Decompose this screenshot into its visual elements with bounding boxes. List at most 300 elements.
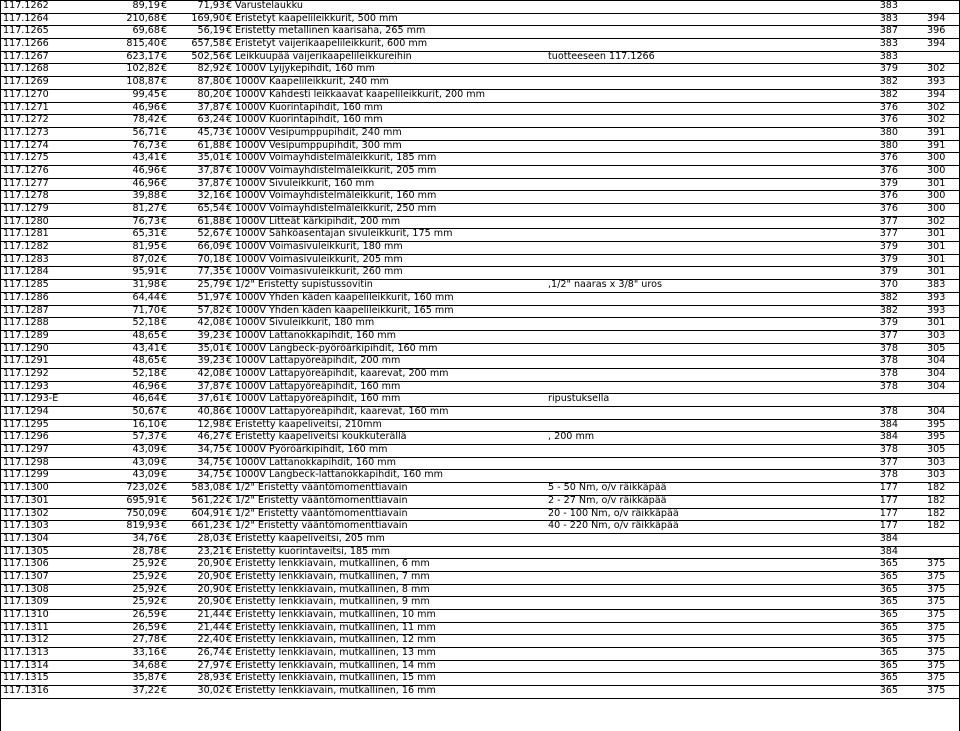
page-ref-2: 301 [927,177,946,189]
price-net: 28,03 [197,532,225,544]
currency-symbol: € [226,342,233,354]
price-list: 52,18 [132,367,160,379]
product-extra-info: ripustuksella [548,393,610,405]
currency-symbol: € [161,241,168,253]
price-net: 71,93 [197,0,225,11]
currency-symbol: € [161,317,168,329]
table-row [0,647,960,660]
table-row [0,660,960,673]
page-ref-2: 182 [927,507,946,519]
price-net: 21,44 [197,621,225,633]
table-row [0,216,960,229]
currency-symbol: € [161,0,168,11]
currency-symbol: € [226,88,233,100]
currency-symbol: € [226,685,233,697]
currency-symbol: € [161,507,168,519]
page-ref-1: 376 [879,190,898,202]
table-row [0,558,960,571]
product-code: 117.1305 [3,545,49,557]
page-ref-2: 383 [927,279,946,291]
page-ref-1: 387 [879,25,898,37]
product-description: 1000V Sivuleikkurit, 160 mm [235,177,375,189]
currency-symbol: € [161,532,168,544]
price-list: 39,88 [132,190,160,202]
price-net: 502,56 [191,50,225,62]
price-list: 46,64 [132,393,160,405]
page-ref-1: 365 [879,685,898,697]
currency-symbol: € [226,647,233,659]
currency-symbol: € [161,266,168,278]
price-net: 604,91 [191,507,225,519]
price-list: 57,37 [132,431,160,443]
currency-symbol: € [226,393,233,405]
price-list: 95,91 [132,266,160,278]
price-net: 37,61 [197,393,225,405]
page-ref-2: 394 [927,12,946,24]
product-description: Eristetyt kaapelileikkurit, 500 mm [235,12,398,24]
product-code: 117.1309 [3,596,49,608]
page-ref-1 [871,393,898,406]
price-net: 61,88 [197,215,225,227]
product-code: 117.1265 [3,25,49,37]
price-net: 37,87 [197,177,225,189]
price-net: 82,92 [197,63,225,75]
page-ref-1: 384 [879,532,898,544]
product-description: 1000V Pyöröärkipihdit, 160 mm [235,444,388,456]
product-code: 117.1289 [3,329,49,341]
price-list: 99,45 [132,88,160,100]
page-ref-2: 300 [927,164,946,176]
currency-symbol: € [161,329,168,341]
price-list: 81,27 [132,203,160,214]
product-code: 117.1272 [3,114,49,126]
price-list: 43,09 [132,444,160,456]
product-code: 117.1316 [3,685,49,697]
price-net: 37,87 [197,164,225,176]
table-row [0,482,960,495]
currency-symbol: € [161,291,168,303]
table-row [0,520,960,533]
currency-symbol: € [161,469,168,481]
currency-symbol: € [226,583,233,595]
product-code: 117.1268 [3,63,49,75]
page-ref-1: 384 [879,431,898,443]
price-list: 46,96 [132,380,160,392]
table-row [0,393,960,406]
page-ref-2: 375 [927,596,946,608]
page-ref-1: 382 [879,291,898,303]
product-description: 1/2" Eristetty vääntömomenttiavain [235,494,408,506]
currency-symbol: € [161,482,168,494]
price-list: 28,78 [132,545,160,557]
page-ref-2: 303 [927,469,946,481]
product-code: 117.1308 [3,583,49,595]
price-net: 12,98 [197,418,225,430]
product-code: 117.1274 [3,139,49,151]
product-code: 117.1281 [3,228,49,240]
page-ref-2: 375 [927,659,946,671]
currency-symbol: € [226,380,233,392]
product-description: Varustelaukku [235,0,303,11]
table-row [0,495,960,508]
page-ref-1: 377 [879,215,898,227]
currency-symbol: € [226,609,233,620]
page-ref-1: 365 [879,596,898,608]
table-row [0,584,960,597]
price-list: 43,41 [132,152,160,164]
currency-symbol: € [161,659,168,671]
product-code: 117.1283 [3,253,49,265]
page-ref-2: 300 [927,190,946,202]
page-ref-1: 177 [879,520,898,532]
currency-symbol: € [226,215,233,227]
product-description: Eristetyt vaijerikaapelileikkurit, 600 mm [235,38,428,50]
table-row [0,0,960,13]
currency-symbol: € [161,558,168,570]
price-net: 51,97 [197,291,225,303]
currency-symbol: € [226,406,233,417]
currency-symbol: € [161,139,168,151]
page-ref-2: 395 [927,431,946,443]
product-description: 1/2" Eristetty vääntömomenttiavain [235,507,408,519]
page-ref-1: 365 [879,570,898,582]
product-description: 1000V Lattapyöreäpihdit, 200 mm [235,355,401,367]
currency-symbol: € [161,596,168,608]
table-row [0,419,960,432]
currency-symbol: € [226,444,233,456]
currency-symbol: € [161,380,168,392]
table-row [0,685,960,699]
price-net: 27,97 [197,659,225,671]
page-ref-2: 395 [927,418,946,430]
currency-symbol: € [161,418,168,430]
product-description: Eristetty lenkkiavain, mutkallinen, 13 mm [235,647,436,659]
currency-symbol: € [226,672,233,684]
page-ref-2: 391 [927,126,946,138]
currency-symbol: € [226,177,233,189]
page-ref-1: 365 [879,621,898,633]
currency-symbol: € [226,63,233,75]
page-ref-2 [927,533,945,546]
currency-symbol: € [226,329,233,341]
page-ref-2: 303 [927,329,946,341]
currency-symbol: € [161,76,168,88]
page-ref-1: 378 [879,406,898,417]
price-list: 34,76 [132,532,160,544]
table-row [0,76,960,89]
price-list: 48,65 [132,355,160,367]
price-list: 46,96 [132,177,160,189]
product-description: 1000V Sähköasentajan sivuleikkurit, 175 mm [235,228,453,240]
currency-symbol: € [161,152,168,164]
currency-symbol: € [226,190,233,202]
price-list: 723,02 [126,482,160,494]
table-row [0,343,960,356]
currency-symbol: € [226,266,233,278]
price-list: 26,59 [132,621,160,633]
currency-symbol: € [161,444,168,456]
currency-symbol: € [226,241,233,253]
product-code: 117.1288 [3,317,49,329]
page-ref-1: 382 [879,88,898,100]
page-ref-1: 376 [879,203,898,214]
currency-symbol: € [226,291,233,303]
product-code: 117.1287 [3,304,49,316]
product-extra-info: 2 - 27 Nm, o/v räikkäpää [548,494,667,506]
page-ref-1: 383 [879,50,898,62]
currency-symbol: € [161,583,168,595]
currency-symbol: € [161,456,168,468]
page-ref-1: 376 [879,164,898,176]
page-ref-2: 375 [927,621,946,633]
currency-symbol: € [226,317,233,329]
price-list: 43,09 [132,469,160,481]
page-ref-2: 375 [927,570,946,582]
table-row [0,469,960,482]
page-ref-2: 301 [927,253,946,265]
page-ref-2: 375 [927,634,946,646]
currency-symbol: € [226,126,233,138]
page-ref-1: 365 [879,558,898,570]
currency-symbol: € [226,76,233,88]
price-net: 20,90 [197,558,225,570]
table-row [0,190,960,203]
price-list: 43,09 [132,456,160,468]
page-ref-1: 383 [879,38,898,50]
table-row [0,622,960,635]
product-description: 1000V Kaapelileikkurit, 240 mm [235,76,389,88]
page-ref-1: 379 [879,266,898,278]
currency-symbol: € [226,367,233,379]
price-list: 25,92 [132,570,160,582]
page-ref-2: 393 [927,76,946,88]
page-ref-2: 375 [927,583,946,595]
price-net: 32,16 [197,190,225,202]
price-net: 39,23 [197,355,225,367]
page-ref-2 [927,546,945,559]
product-description: Eristetty lenkkiavain, mutkallinen, 8 mm [235,583,430,595]
page-ref-1: 378 [879,355,898,367]
page-ref-1: 370 [879,279,898,291]
table-row [0,672,960,685]
price-list: 50,67 [132,406,160,417]
price-list: 623,17 [126,50,160,62]
price-net: 561,22 [191,494,225,506]
page-ref-2: 302 [927,63,946,75]
price-list: 37,22 [132,685,160,697]
price-list: 819,93 [126,520,160,532]
product-code: 117.1310 [3,609,49,620]
page-ref-1: 378 [879,444,898,456]
table-row [0,634,960,647]
currency-symbol: € [161,393,168,405]
price-list: 78,42 [132,114,160,126]
currency-symbol: € [161,672,168,684]
table-row [0,457,960,470]
page-ref-1: 365 [879,609,898,620]
page-ref-2: 394 [927,38,946,50]
page-ref-1: 377 [879,228,898,240]
page-ref-2: 375 [927,558,946,570]
product-description: 1000V Yhden käden kaapelileikkurit, 165 mm [235,304,454,316]
product-code: 117.1311 [3,621,49,633]
product-extra-info: 5 - 50 Nm, o/v räikkäpää [548,482,667,494]
currency-symbol: € [226,659,233,671]
table-row [0,140,960,153]
table-row [0,241,960,254]
currency-symbol: € [226,545,233,557]
table-row [0,102,960,115]
product-description: 1000V Voimayhdistelmäleikkurit, 205 mm [235,164,437,176]
currency-symbol: € [226,355,233,367]
price-net: 657,58 [191,38,225,50]
page-ref-2: 182 [927,494,946,506]
price-net: 42,08 [197,317,225,329]
product-code: 117.1293-E [3,393,59,405]
table-row [0,317,960,330]
table-row [0,165,960,178]
page-ref-2: 396 [927,25,946,37]
currency-symbol: € [161,63,168,75]
product-code: 117.1292 [3,367,49,379]
currency-symbol: € [161,177,168,189]
currency-symbol: € [226,596,233,608]
currency-symbol: € [226,482,233,494]
page-ref-2: 375 [927,647,946,659]
price-net: 56,19 [197,25,225,37]
page-ref-2: 375 [927,685,946,697]
product-description: 1/2" Eristetty supistussovitin [235,279,373,291]
product-code: 117.1276 [3,164,49,176]
page-ref-1: 376 [879,101,898,113]
price-list: 31,98 [132,279,160,291]
price-list: 26,59 [132,609,160,620]
page-ref-2: 301 [927,241,946,253]
price-list: 33,16 [132,647,160,659]
product-code: 117.1297 [3,444,49,456]
currency-symbol: € [161,50,168,62]
product-code: 117.1280 [3,215,49,227]
page-ref-2: 182 [927,520,946,532]
price-net: 20,90 [197,583,225,595]
page-ref-1: 365 [879,647,898,659]
price-net: 61,88 [197,139,225,151]
price-list: 71,70 [132,304,160,316]
currency-symbol: € [226,253,233,265]
currency-symbol: € [226,279,233,291]
page-ref-2: 305 [927,342,946,354]
price-list: 695,91 [126,494,160,506]
price-net: 46,27 [197,431,225,443]
product-description: Eristetty lenkkiavain, mutkallinen, 12 mm [235,634,436,646]
currency-symbol: € [161,367,168,379]
product-code: 117.1294 [3,406,49,417]
currency-symbol: € [226,304,233,316]
product-code: 117.1279 [3,203,49,214]
product-description: 1000V Sivuleikkurit, 180 mm [235,317,375,329]
table-row [0,368,960,381]
product-description: Eristetty lenkkiavain, mutkallinen, 11 mm [235,621,436,633]
product-code: 117.1286 [3,291,49,303]
page-ref-2: 394 [927,88,946,100]
product-code: 117.1313 [3,647,49,659]
product-description: 1000V Lattapyöreäpihdit, 160 mm [235,380,401,392]
currency-symbol: € [161,215,168,227]
table-row [0,533,960,546]
table-row [0,355,960,368]
price-list: 48,65 [132,329,160,341]
product-description: 1000V Lattapyöreäpihdit, 160 mm [235,393,401,405]
price-net: 37,87 [197,101,225,113]
price-list: 815,40 [126,38,160,50]
page-ref-2: 393 [927,291,946,303]
price-list: 87,02 [132,253,160,265]
product-extra-info: 40 - 220 Nm, o/v räikkäpää [548,520,679,532]
page-ref-2: 300 [927,203,946,214]
currency-symbol: € [161,355,168,367]
page-ref-1: 383 [879,0,898,11]
currency-symbol: € [161,621,168,633]
page-ref-2: 302 [927,215,946,227]
table-row [0,330,960,343]
product-code: 117.1269 [3,76,49,88]
product-code: 117.1277 [3,177,49,189]
currency-symbol: € [226,469,233,481]
currency-symbol: € [161,279,168,291]
table-row [0,431,960,444]
table-row [0,444,960,457]
price-net: 57,82 [197,304,225,316]
price-net: 169,90 [191,12,225,24]
currency-symbol: € [226,520,233,532]
page-ref-1: 379 [879,177,898,189]
product-code: 117.1307 [3,570,49,582]
product-code: 117.1284 [3,266,49,278]
page-ref-2: 391 [927,139,946,151]
currency-symbol: € [226,494,233,506]
page-ref-2: 301 [927,317,946,329]
currency-symbol: € [161,101,168,113]
table-row [0,178,960,191]
product-code: 117.1275 [3,152,49,164]
price-list: 76,73 [132,215,160,227]
product-code: 117.1290 [3,342,49,354]
product-description: 1000V Voimasivuleikkurit, 260 mm [235,266,403,278]
page-ref-1: 379 [879,253,898,265]
product-description: Eristetty lenkkiavain, mutkallinen, 6 mm [235,558,430,570]
page-ref-1: 382 [879,304,898,316]
product-description: 1000V Lyijykepihdit, 160 mm [235,63,375,75]
price-net: 52,67 [197,228,225,240]
product-code: 117.1295 [3,418,49,430]
currency-symbol: € [226,634,233,646]
product-code: 117.1291 [3,355,49,367]
currency-symbol: € [226,139,233,151]
table-row [0,13,960,26]
table-row [0,406,960,419]
page-ref-1: 378 [879,380,898,392]
product-code: 117.1304 [3,532,49,544]
product-description: Eristetty kaapeliveitsi koukkuterällä [235,431,407,443]
price-list: 89,19 [132,0,160,11]
page-ref-2: 304 [927,406,946,417]
page-ref-1: 365 [879,672,898,684]
table-row [0,508,960,521]
currency-symbol: € [226,570,233,582]
currency-symbol: € [226,456,233,468]
currency-symbol: € [226,38,233,50]
page-ref-2 [927,51,945,64]
